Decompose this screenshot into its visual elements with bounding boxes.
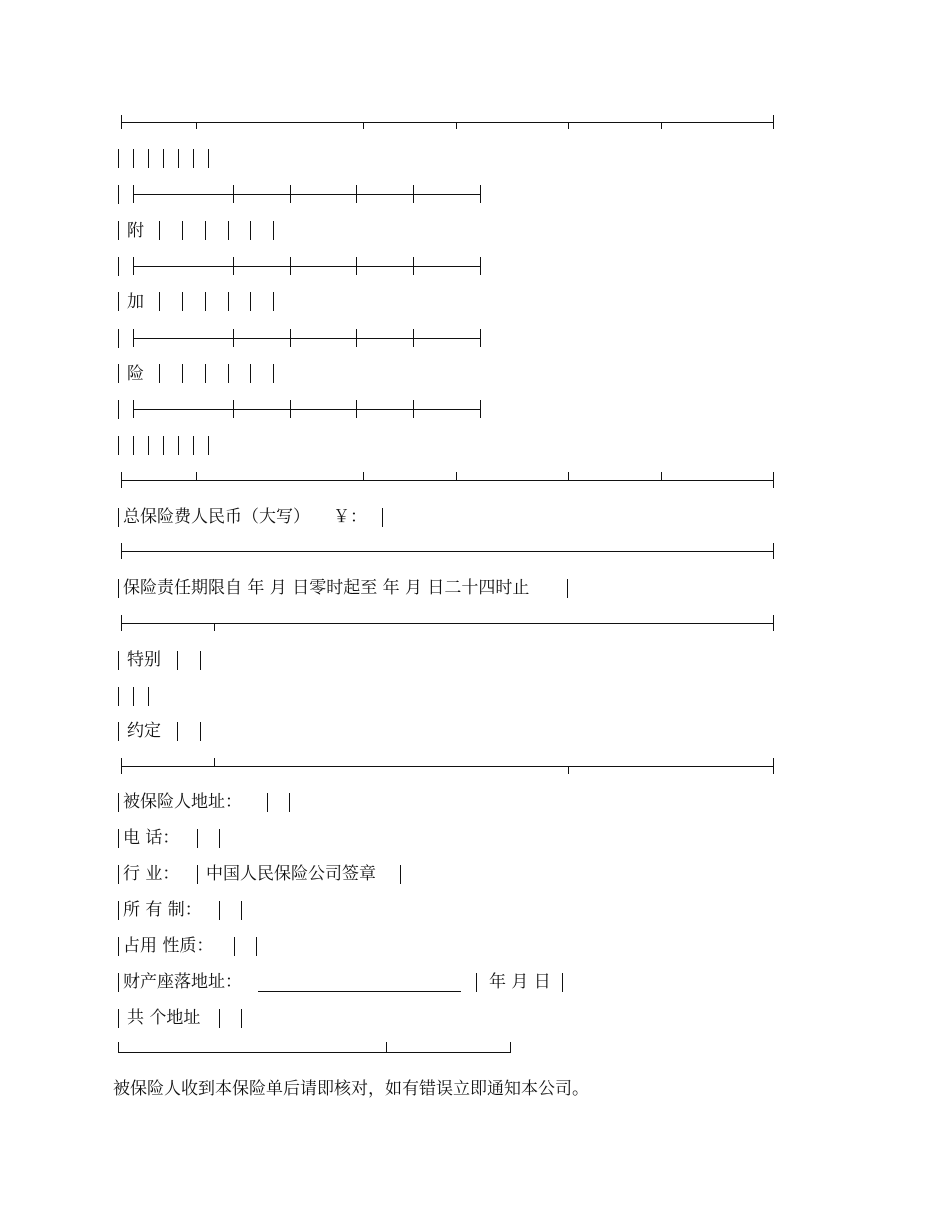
tick bbox=[196, 122, 197, 129]
insurance-period-text: 保险责任期限自 年 月 日零时起至 年 月 日二十四时止 bbox=[123, 578, 530, 598]
yen-label: ￥： bbox=[333, 507, 367, 527]
tick bbox=[568, 122, 569, 129]
side-label-xian: 险 bbox=[127, 364, 144, 384]
table-rule-top bbox=[121, 122, 773, 123]
bottom-corner bbox=[118, 1042, 119, 1052]
table-rule bbox=[121, 766, 773, 767]
tick bbox=[773, 115, 774, 129]
property-address-label: 财产座落地址： bbox=[123, 972, 242, 992]
bar bbox=[118, 185, 119, 204]
tick bbox=[456, 122, 457, 129]
table-rule bbox=[121, 623, 773, 624]
company-seal-label: 中国人民保险公司签章 bbox=[206, 864, 376, 884]
phone-label: 电 话： bbox=[123, 828, 180, 848]
date-text: 年 月 日 bbox=[489, 972, 551, 992]
occupancy-label: 占用 性质： bbox=[123, 936, 214, 956]
inner-rule bbox=[133, 338, 481, 339]
inner-rule bbox=[133, 409, 481, 410]
industry-label: 行 业： bbox=[123, 864, 180, 884]
property-address-field[interactable] bbox=[258, 991, 461, 992]
table-rule bbox=[121, 480, 773, 481]
table-rule bbox=[121, 551, 773, 552]
side-label-fu: 附 bbox=[127, 221, 144, 241]
tick bbox=[121, 115, 122, 129]
address-count-label: 共 个地址 bbox=[127, 1008, 201, 1028]
insured-address-label: 被保险人地址： bbox=[123, 792, 242, 812]
inner-rule bbox=[133, 194, 481, 195]
special-label-1: 特别 bbox=[127, 650, 161, 670]
total-premium-label: 总保险费人民币（大写） bbox=[123, 507, 310, 527]
special-label-2: 约定 bbox=[127, 721, 161, 741]
footer-note: 被保险人收到本保险单后请即核对，如有错误立即通知本公司。 bbox=[113, 1079, 589, 1099]
inner-rule bbox=[133, 266, 481, 267]
tick bbox=[363, 122, 364, 129]
side-label-jia: 加 bbox=[127, 292, 144, 312]
tick bbox=[661, 122, 662, 129]
ownership-label: 所 有 制： bbox=[123, 900, 202, 920]
table-rule-bottom bbox=[118, 1052, 511, 1053]
